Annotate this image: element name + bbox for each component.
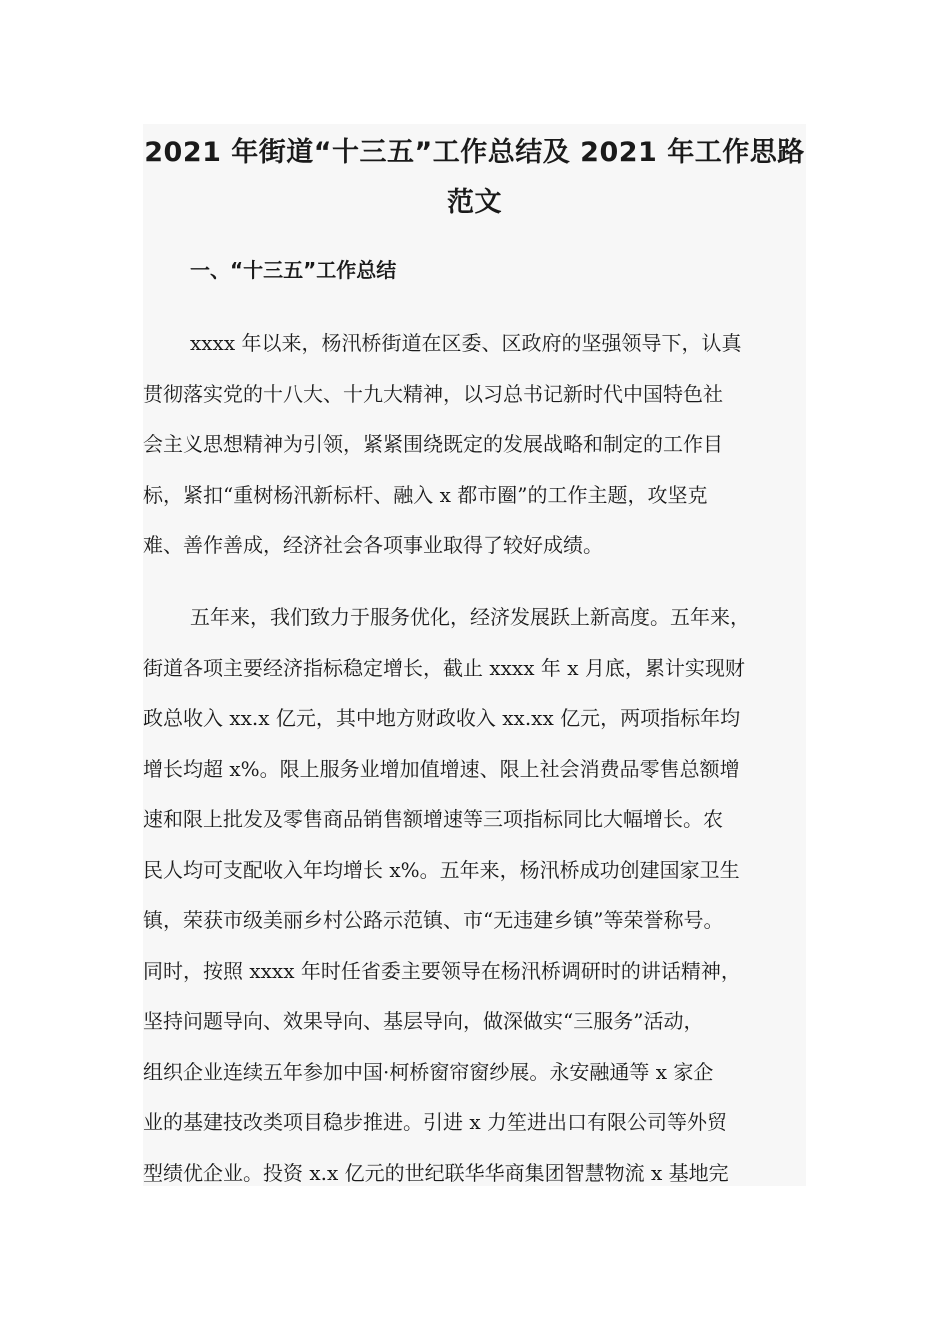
paragraph-2 [143, 592, 806, 1198]
paragraph-line: 型绩优企业。投资 x.x 亿元的世纪联华华商集团智慧物流 x 基地完 [143, 1160, 729, 1185]
title-line-2: 范文 [447, 187, 502, 218]
paragraph-line: 业的基建技改类项目稳步推进。引进 x 力笙进出口有限公司等外贸 [143, 1110, 727, 1134]
section-heading: 一、“十三五”工作总结 [190, 258, 397, 282]
paragraph-line: 政总收入 xx.x 亿元，其中地方财政收入 xx.xx 亿元，两项指标年均 [143, 706, 741, 730]
paragraph-line: 会主义思想精神为引领，紧紧围绕既定的发展战略和制定的工作目 [143, 432, 723, 456]
document-title [143, 128, 806, 228]
paragraph-line: 速和限上批发及零售商品销售额增速等三项指标同比大幅增长。农 [143, 807, 723, 831]
paragraph-line: 坚持问题导向、效果导向、基层导向，做深做实“三服务”活动， [143, 1009, 704, 1033]
paragraph-line: 街道各项主要经济指标稳定增长，截止 xxxx 年 x 月底，累计实现财 [143, 655, 745, 680]
paragraph-line: 组织企业连续五年参加中国·柯桥窗帘窗纱展。永安融通等 x 家企 [143, 1059, 714, 1084]
paragraph-line: 难、善作善成，经济社会各项事业取得了较好成绩。 [143, 533, 603, 557]
paragraph-1 [143, 318, 806, 571]
paragraph-line: xxxx 年以来，杨汛桥街道在区委、区政府的坚强领导下，认真 [190, 331, 742, 355]
paragraph-line: 镇，荣获市级美丽乡村公路示范镇、市“无违建乡镇”等荣誉称号。 [143, 908, 724, 932]
paragraph-line: 五年来，我们致力于服务优化，经济发展跃上新高度。五年来， [190, 605, 750, 629]
paragraph-line: 贯彻落实党的十八大、十九大精神，以习总书记新时代中国特色社 [143, 381, 723, 406]
paragraph-line: 民人均可支配收入年均增长 x%。五年来，杨汛桥成功创建国家卫生 [143, 857, 740, 882]
title-line-1: 2021 年街道“十三五”工作总结及 2021 年工作思路 [144, 137, 805, 168]
paragraph-line: 同时，按照 xxxx 年时任省委主要领导在杨汛桥调研时的讲话精神， [143, 958, 741, 983]
paragraph-line: 增长均超 x%。限上服务业增加值增速、限上社会消费品零售总额增 [143, 756, 740, 781]
paragraph-line: 标，紧扣“重树杨汛新标杆、融入 x 都市圈”的工作主题，攻坚克 [143, 482, 708, 507]
